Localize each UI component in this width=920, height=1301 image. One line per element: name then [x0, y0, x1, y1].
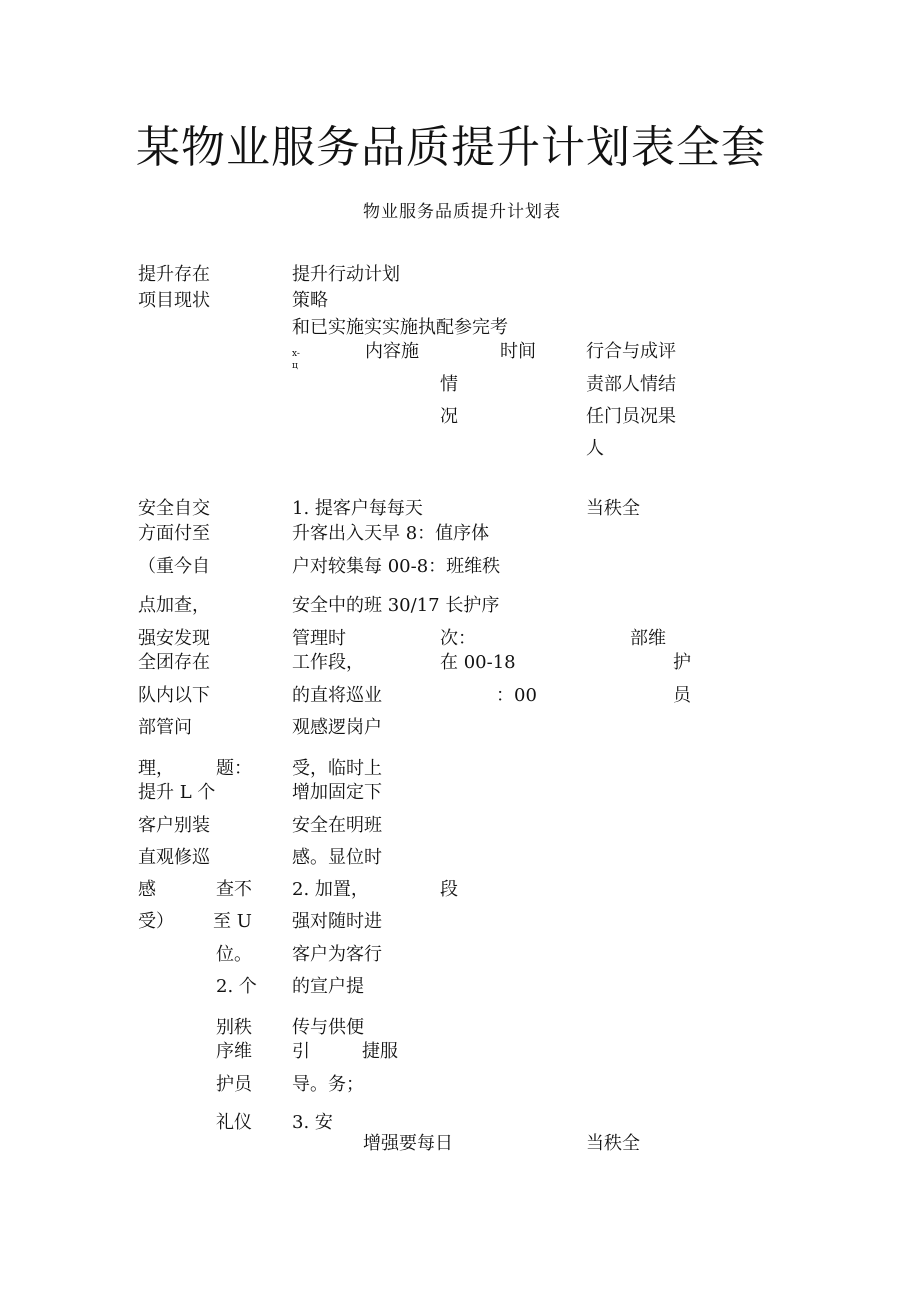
document-title: 某物业服务品质提升计划表全套 — [136, 122, 766, 173]
body-text: 的宣户提 — [292, 976, 364, 997]
body-text: 强对随时进 — [292, 911, 382, 932]
header-text: 策略 — [292, 290, 328, 311]
body-text: 直观修巡 — [138, 847, 210, 868]
document-subtitle: 物业服务品质提升计划表 — [363, 202, 561, 222]
body-text: 别秩 — [216, 1017, 252, 1038]
body-text: 管理时 — [292, 628, 346, 649]
body-text: （重今自 — [138, 556, 210, 577]
body-text: 传与供便 — [292, 1017, 364, 1038]
body-text: 礼仪 — [216, 1112, 252, 1133]
header-text: 和已实施实实施执配参完考 — [292, 317, 508, 338]
body-text: 客户为客行 — [292, 944, 382, 965]
header-text: 任门员况果 — [586, 406, 676, 427]
header-text: 提升存在 — [138, 264, 210, 285]
body-text: 升客出入天早 8：值序体 — [292, 523, 490, 544]
body-text: 护 — [673, 652, 691, 673]
header-text: 时间 — [500, 341, 536, 362]
body-text: 当秩全 — [586, 1133, 640, 1154]
body-text: 安全在明班 — [292, 815, 382, 836]
body-text: 3. 安 — [292, 1112, 333, 1133]
body-text: 当秩全 — [586, 498, 640, 519]
body-text: 客户别装 — [138, 815, 210, 836]
header-text: 项目现状 — [138, 290, 210, 311]
body-text: 安全中的班 30/17 长护序 — [292, 595, 500, 616]
body-text: 位。 — [216, 944, 252, 965]
body-text: 点加查， — [138, 595, 210, 616]
body-text: 序维 — [216, 1041, 252, 1062]
body-text: 安全自交 — [138, 498, 210, 519]
body-text: 工作段， — [292, 652, 364, 673]
body-text: 2. 个 — [216, 976, 257, 997]
body-text: 部管问 — [138, 717, 192, 738]
body-text: 感。显位时 — [292, 847, 382, 868]
body-text: 护员 — [216, 1074, 252, 1095]
body-text: 提升 L 个 — [138, 782, 216, 803]
body-text: 感 — [138, 879, 156, 900]
header-text: ц — [292, 361, 298, 371]
body-text: 队内以下 — [138, 685, 210, 706]
body-text: 的直将巡业 — [292, 685, 382, 706]
body-text: 题： — [216, 758, 252, 779]
body-text: 全团存在 — [138, 652, 210, 673]
body-text: 捷服 — [362, 1041, 398, 1062]
header-text: 提升行动计划 — [292, 264, 400, 285]
header-text: 内容施 — [365, 341, 419, 362]
body-text: 次： — [440, 628, 476, 649]
header-text: x- — [292, 349, 300, 359]
body-text: 增强要每日 — [363, 1133, 453, 1154]
body-text: ：00 — [496, 685, 537, 706]
body-text: 理， — [138, 758, 174, 779]
body-text: 受） — [138, 911, 174, 932]
body-text: 部维 — [630, 628, 666, 649]
body-text: 至 U — [213, 911, 252, 932]
header-text: 情 — [440, 374, 458, 395]
body-text: 受，临时上 — [292, 758, 382, 779]
body-text: 增加固定下 — [292, 782, 382, 803]
body-text: 引 — [292, 1041, 310, 1062]
body-text: 2. 加置， — [292, 879, 369, 900]
header-text: 况 — [440, 406, 458, 427]
header-text: 责部人情结 — [586, 374, 676, 395]
body-text: 员 — [673, 685, 691, 706]
body-text: 方面付至 — [138, 523, 210, 544]
body-text: 段 — [440, 879, 458, 900]
header-text: 人 — [586, 438, 604, 459]
body-text: 导。务； — [292, 1074, 364, 1095]
body-text: 在 00-18 — [440, 652, 516, 673]
body-text: 1. 提客户每每天 — [292, 498, 423, 519]
body-text: 查不 — [216, 879, 252, 900]
body-text: 观感逻岗户 — [292, 717, 382, 738]
header-text: 行合与成评 — [586, 341, 676, 362]
body-text: 强安发现 — [138, 628, 210, 649]
body-text: 户对较集每 00-8：班维秩 — [292, 556, 501, 577]
